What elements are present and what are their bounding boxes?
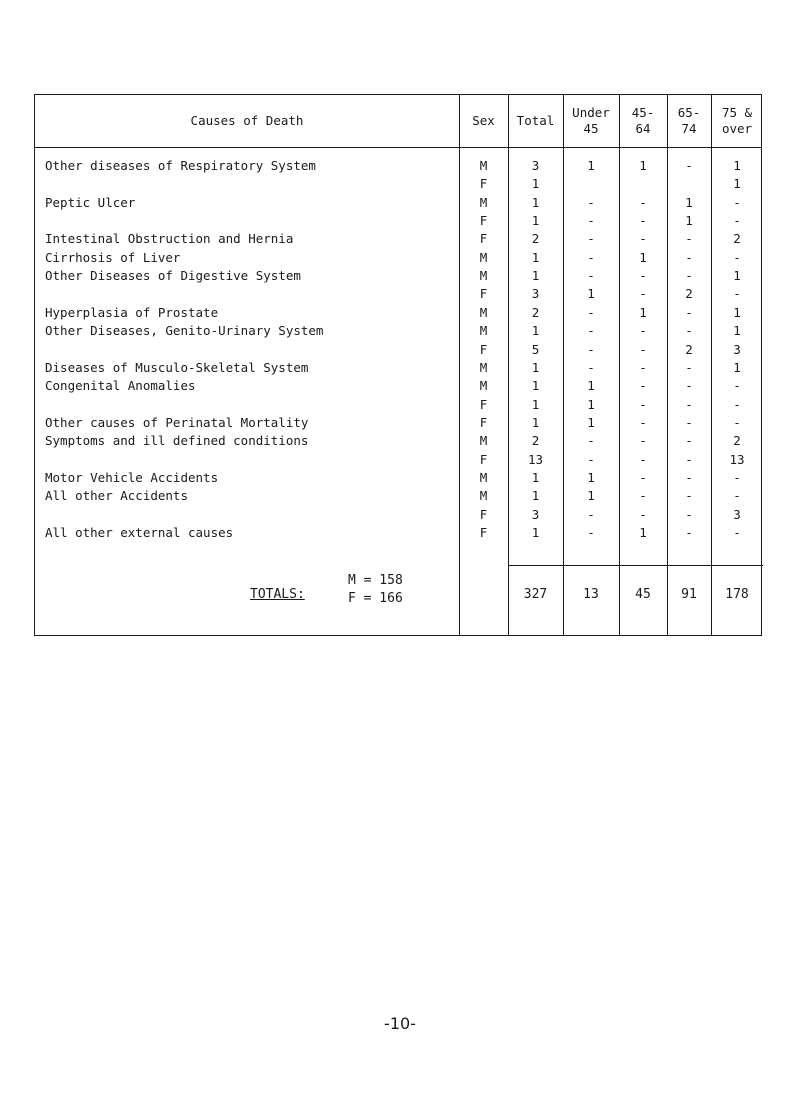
cell-sex: M <box>479 359 488 375</box>
cell-total: 1 <box>531 213 540 229</box>
cell-cause: Hyperplasia of Prostate <box>45 304 219 320</box>
cell-75-over: - <box>733 525 741 540</box>
cell-total: 1 <box>531 323 540 339</box>
cell-45-64: - <box>639 451 647 467</box>
header-75-over-line1: 75 & <box>721 105 753 120</box>
cell-65-74: - <box>685 304 693 320</box>
cell-45-64: - <box>639 469 647 485</box>
cell-sex: M <box>479 304 488 320</box>
cell-75-over: 3 <box>733 506 741 522</box>
cell-total: 1 <box>531 194 540 210</box>
cell-45-64: - <box>639 268 647 284</box>
totals-under45: 13 <box>583 587 599 602</box>
cell-under45: - <box>587 213 595 229</box>
cell-total: 3 <box>531 158 540 173</box>
cell-under45: 1 <box>587 469 595 485</box>
cell-45-64: - <box>639 194 647 210</box>
cell-65-74: - <box>685 378 693 394</box>
cell-under45: - <box>587 506 595 522</box>
cell-sex: F <box>479 213 488 229</box>
totals-label: TOTALS: <box>250 587 305 602</box>
cell-sex: F <box>479 451 488 467</box>
header-45-64-line2: 64 <box>635 121 651 136</box>
cell-75-over: - <box>733 194 741 210</box>
cell-75-over: - <box>733 378 741 394</box>
header-65-74 <box>667 95 711 147</box>
table-row <box>35 487 761 504</box>
cell-65-74: 1 <box>685 194 693 210</box>
header-under45 <box>563 95 619 147</box>
cell-under45: - <box>587 341 595 357</box>
totals-45-64: 45 <box>635 587 651 602</box>
cell-45-64: - <box>639 433 647 449</box>
cell-sex: F <box>479 506 488 522</box>
table-row <box>35 341 761 358</box>
cell-total: 1 <box>531 268 540 284</box>
cell-75-over: 3 <box>733 341 741 357</box>
cell-sex: M <box>479 249 488 265</box>
cell-sex: F <box>479 525 488 540</box>
cell-65-74: - <box>685 488 693 504</box>
cell-total: 1 <box>531 176 540 192</box>
cell-under45: - <box>587 194 595 210</box>
cell-45-64: 1 <box>639 525 647 540</box>
header-under45-line1: Under <box>572 105 610 120</box>
header-cause <box>35 95 459 147</box>
totals-male: M = 158 <box>348 573 403 588</box>
cell-65-74: - <box>685 396 693 412</box>
cell-75-over: - <box>733 469 741 485</box>
cell-45-64: 1 <box>639 304 647 320</box>
cell-cause: All other external causes <box>45 525 234 540</box>
header-total-label: Total <box>516 113 555 128</box>
cell-75-over: 2 <box>733 231 741 247</box>
cell-75-over: 1 <box>733 176 741 192</box>
cell-65-74: 2 <box>685 341 693 357</box>
cell-sex: M <box>479 469 488 485</box>
cell-under45: - <box>587 249 595 265</box>
cell-65-74: - <box>685 323 693 339</box>
header-45-64 <box>619 95 667 147</box>
cell-75-over: 1 <box>733 359 741 375</box>
table-row <box>35 267 761 284</box>
cell-65-74: 2 <box>685 286 693 302</box>
cell-cause: Peptic Ulcer <box>45 194 136 210</box>
cell-total: 2 <box>531 433 540 449</box>
cell-45-64: - <box>639 286 647 302</box>
cell-under45: - <box>587 231 595 247</box>
totals-75-over: 178 <box>725 587 749 602</box>
cell-cause: All other Accidents <box>45 488 188 504</box>
cell-total: 1 <box>531 359 540 375</box>
table-row <box>35 414 761 431</box>
cell-cause: Intestinal Obstruction and Hernia <box>45 231 294 247</box>
table-row <box>35 451 761 468</box>
page-number: -10- <box>384 1014 416 1033</box>
cell-under45: - <box>587 323 595 339</box>
cell-total: 3 <box>531 286 540 302</box>
table-row <box>35 359 761 376</box>
table-row <box>35 322 761 339</box>
cell-75-over: 2 <box>733 433 741 449</box>
cell-under45: - <box>587 451 595 467</box>
cell-sex: M <box>479 488 488 504</box>
table-row <box>35 249 761 266</box>
cell-total: 3 <box>531 506 540 522</box>
cell-65-74: - <box>685 451 693 467</box>
cell-45-64: - <box>639 488 647 504</box>
cell-total: 1 <box>531 249 540 265</box>
table-row <box>35 506 761 523</box>
cell-75-over: - <box>733 213 741 229</box>
cell-total: 1 <box>531 488 540 504</box>
table-row <box>35 212 761 229</box>
cell-sex: M <box>479 378 488 394</box>
table-row <box>35 194 761 211</box>
cell-75-over: 1 <box>733 158 741 173</box>
cell-under45: 1 <box>587 488 595 504</box>
totals-65-74: 91 <box>681 587 697 602</box>
header-65-74-line2: 74 <box>681 121 697 136</box>
cell-cause: Symptoms and ill defined conditions <box>45 433 309 449</box>
cell-65-74: - <box>685 525 693 540</box>
header-under45-line2: 45 <box>583 121 599 136</box>
cell-sex: F <box>479 231 488 247</box>
cell-total: 1 <box>531 378 540 394</box>
cell-under45: - <box>587 359 595 375</box>
totals-total: 327 <box>523 587 548 602</box>
cell-total: 1 <box>531 469 540 485</box>
cell-sex: M <box>479 268 488 284</box>
header-cause-label: Causes of Death <box>190 113 304 128</box>
cell-75-over: 13 <box>729 451 745 467</box>
cell-cause: Diseases of Musculo-Skeletal System <box>45 359 309 375</box>
cell-75-over: 1 <box>733 304 741 320</box>
cell-65-74: 1 <box>685 213 693 229</box>
totals-block <box>35 565 459 627</box>
cell-65-74: - <box>685 359 693 375</box>
cell-45-64: - <box>639 323 647 339</box>
cell-65-74: - <box>685 158 693 173</box>
header-45-64-line1: 45- <box>631 105 655 120</box>
cell-75-over: - <box>733 488 741 504</box>
totals-rule <box>508 565 763 566</box>
cell-under45: 1 <box>587 158 595 173</box>
cell-65-74: - <box>685 268 693 284</box>
cell-sex: F <box>479 396 488 412</box>
header-65-74-line1: 65- <box>677 105 701 120</box>
cell-total: 1 <box>531 525 540 540</box>
cell-total: 1 <box>531 414 540 430</box>
cell-under45: - <box>587 304 595 320</box>
table-row <box>35 175 761 192</box>
cell-65-74: - <box>685 506 693 522</box>
table-row <box>35 285 761 302</box>
cell-65-74: - <box>685 249 693 265</box>
cell-under45: 1 <box>587 378 595 394</box>
cell-75-over: 1 <box>733 323 741 339</box>
cell-sex: M <box>479 323 488 339</box>
cell-45-64: - <box>639 341 647 357</box>
cell-total: 13 <box>527 451 544 467</box>
cell-65-74: - <box>685 414 693 430</box>
cell-under45: 1 <box>587 396 595 412</box>
cell-under45: 1 <box>587 414 595 430</box>
header-rule <box>35 147 761 148</box>
cell-75-over: - <box>733 396 741 412</box>
cell-45-64: - <box>639 213 647 229</box>
cell-sex: M <box>479 158 488 173</box>
header-75-over <box>711 95 763 147</box>
cell-sex: F <box>479 286 488 302</box>
cell-45-64: - <box>639 359 647 375</box>
cell-under45: - <box>587 268 595 284</box>
cell-total: 5 <box>531 341 540 357</box>
table-row <box>35 230 761 247</box>
cell-45-64: - <box>639 414 647 430</box>
cell-sex: F <box>479 414 488 430</box>
cell-45-64: - <box>639 506 647 522</box>
cell-cause: Cirrhosis of Liver <box>45 249 181 265</box>
table-row <box>35 377 761 394</box>
cell-cause: Other diseases of Respiratory System <box>45 158 316 173</box>
cell-under45: 1 <box>587 286 595 302</box>
cell-cause: Congenital Anomalies <box>45 378 196 394</box>
cell-45-64: 1 <box>639 249 647 265</box>
cell-sex: F <box>479 341 488 357</box>
cell-cause: Other causes of Perinatal Mortality <box>45 414 309 430</box>
cell-total: 1 <box>531 396 540 412</box>
cell-45-64: - <box>639 378 647 394</box>
header-sex <box>459 95 508 147</box>
cell-75-over: 1 <box>733 268 741 284</box>
header-sex-label: Sex <box>472 113 495 128</box>
header-75-over-line2: over <box>721 121 753 136</box>
cell-65-74: - <box>685 433 693 449</box>
cell-under45: - <box>587 433 595 449</box>
cell-total: 2 <box>531 231 540 247</box>
cell-sex: M <box>479 194 488 210</box>
cell-45-64: - <box>639 231 647 247</box>
cell-65-74: - <box>685 231 693 247</box>
cell-cause: Other Diseases, Genito-Urinary System <box>45 323 324 339</box>
cell-45-64: - <box>639 396 647 412</box>
table-row <box>35 524 761 541</box>
mortality-table <box>34 94 762 636</box>
header-total <box>508 95 563 147</box>
totals-female: F = 166 <box>348 591 403 606</box>
cell-sex: F <box>479 176 488 192</box>
table-row <box>35 432 761 449</box>
cell-75-over: - <box>733 414 741 430</box>
cell-under45: - <box>587 525 595 540</box>
cell-65-74: - <box>685 469 693 485</box>
table-row <box>35 396 761 413</box>
cell-75-over: - <box>733 249 741 265</box>
cell-cause: Motor Vehicle Accidents <box>45 469 219 485</box>
cell-cause: Other Diseases of Digestive System <box>45 268 301 284</box>
cell-45-64: 1 <box>639 158 647 173</box>
cell-sex: M <box>479 433 488 449</box>
table-row <box>35 304 761 321</box>
table-row <box>35 469 761 486</box>
cell-total: 2 <box>531 304 540 320</box>
table-row <box>35 157 761 174</box>
cell-75-over: - <box>733 286 741 302</box>
